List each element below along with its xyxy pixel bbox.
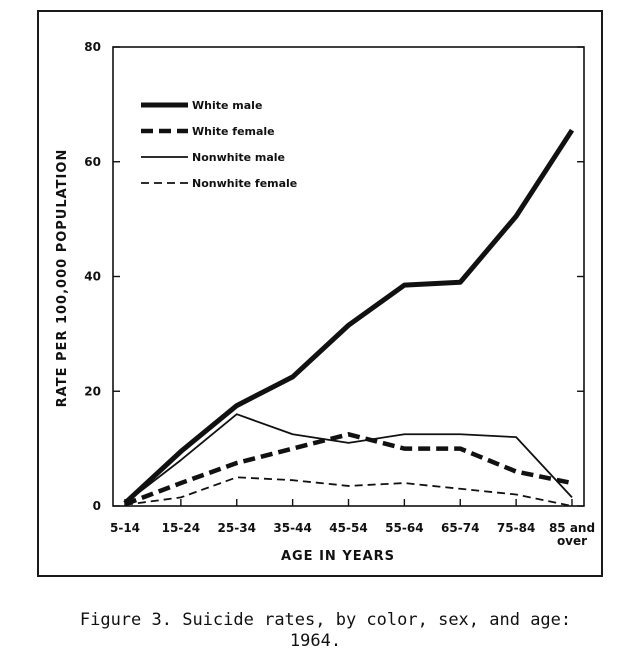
- x-tick-label: 5-14: [109, 521, 141, 535]
- legend-label-1: White female: [192, 125, 275, 138]
- x-tick-label: 35-44: [273, 521, 312, 535]
- legend: [141, 99, 297, 190]
- y-axis: [84, 40, 584, 513]
- y-axis-title: RATE PER 100,000 POPULATION: [55, 148, 70, 408]
- x-tick-label: 75-84: [496, 521, 536, 535]
- caption-line-1: Figure 3. Suicide rates, by color, sex, and age:: [79, 610, 572, 630]
- legend-label-2: Nonwhite male: [192, 151, 286, 164]
- y-tick-label: 20: [84, 384, 101, 399]
- x-tick-label: 15-24: [161, 521, 201, 535]
- y-tick-label: 80: [84, 40, 101, 54]
- caption-line-2: 1964.: [289, 631, 342, 651]
- x-tick-label: 65-74: [441, 521, 480, 535]
- x-tick-label: over: [556, 534, 588, 548]
- x-tick-label: 55-64: [385, 521, 424, 535]
- series-line-2: [125, 414, 572, 503]
- legend-label-3: Nonwhite female: [192, 177, 298, 190]
- x-tick-label: 45-54: [329, 521, 368, 535]
- x-tick-label: 85 and: [548, 521, 596, 535]
- y-tick-label: 60: [84, 154, 101, 169]
- figure-caption: [0, 610, 631, 652]
- x-axis-title: AGE IN YEARS: [280, 549, 396, 564]
- y-tick-label: 40: [84, 269, 101, 284]
- y-tick-label: 0: [92, 499, 101, 513]
- legend-label-0: White male: [192, 99, 263, 112]
- x-tick-label: 25-34: [217, 521, 256, 535]
